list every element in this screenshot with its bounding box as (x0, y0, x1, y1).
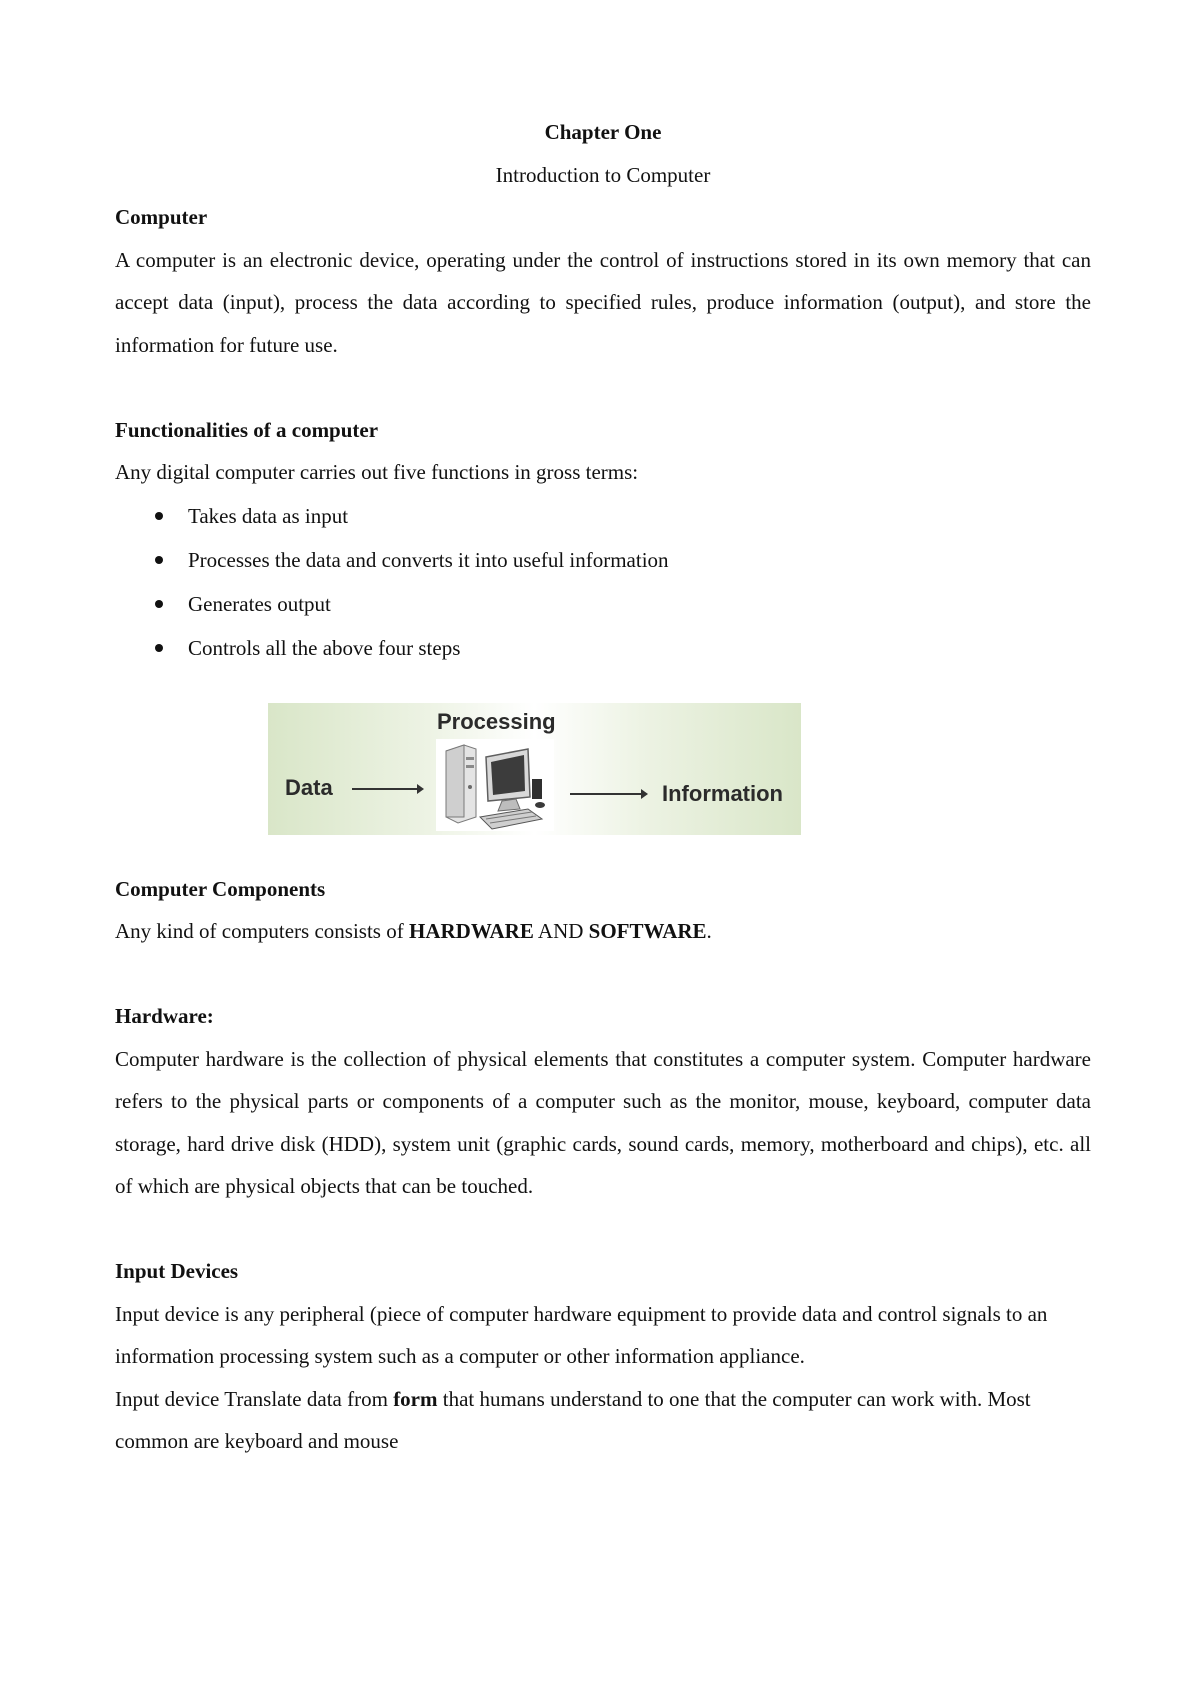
spacer (115, 1208, 1091, 1251)
figure-data-label: Data (285, 774, 333, 800)
translate-text-after: that humans understand to one that the computer can work with. Most common are keyboard and mouse (115, 1386, 1031, 1453)
data-processing-figure (268, 703, 801, 835)
figure-container (115, 670, 1091, 868)
list-item-text: Processes the data and converts it into useful information (188, 547, 669, 572)
bullet-icon (155, 600, 163, 608)
list-item-text: Generates output (188, 591, 331, 616)
translate-text-before: Input device Translate data from (115, 1386, 394, 1411)
functionalities-intro: Any digital computer carries out five functions in gross terms: (115, 460, 639, 484)
hardware-heading: Hardware: (115, 1004, 214, 1028)
and-word: AND (533, 919, 589, 943)
software-word: SOFTWARE (588, 919, 707, 943)
chapter-subtitle: Introduction to Computer (495, 162, 711, 187)
input-devices-heading: Input Devices (115, 1259, 239, 1283)
right-arrow-icon (352, 788, 422, 790)
components-heading: Computer Components (115, 876, 326, 901)
list-item (115, 494, 1091, 538)
components-text-after: . (706, 919, 712, 943)
input-devices-definition: Input device is any peripheral (piece of computer hardware equipment to provide data and control signals to an information processing system such as a computer or other information appliance. (115, 1301, 1048, 1368)
bullet-icon (155, 512, 163, 520)
figure-processing-label: Processing (437, 708, 556, 734)
spacer (115, 953, 1091, 996)
computer-heading: Computer (115, 205, 208, 229)
components-text-before: Any kind of computers consists of (115, 919, 409, 943)
computer-definition: A computer is an electronic device, operating under the control of instructions stored in its own memory that can accept data (input), process the data according to specified rules, produce information (output), and store the information for future use. (115, 247, 1091, 357)
components-text (115, 910, 1091, 953)
hardware-definition: Computer hardware is the collection of physical elements that constitutes a computer system. Computer hardware refers to the physical parts or components of a computer such as the monitor, mouse, keyboard, computer data storage, hard drive disk (HDD), system unit (graphic cards, sound cards, memory, motherboard and chips), etc. all of which are physical objects that can be touched. (115, 1046, 1091, 1198)
document-content (115, 111, 1091, 1463)
list-item (115, 582, 1091, 626)
functionalities-heading: Functionalities of a computer (115, 417, 379, 442)
functionalities-list (115, 494, 1091, 670)
input-devices-translate (115, 1378, 1091, 1463)
desktop-computer-icon (436, 739, 554, 831)
figure-information-label: Information (662, 780, 783, 806)
hardware-word: HARDWARE (408, 919, 534, 943)
chapter-title: Chapter One (544, 120, 662, 144)
spacer (115, 366, 1091, 409)
bullet-icon (155, 556, 163, 564)
bullet-icon (155, 644, 163, 652)
list-item-text: Controls all the above four steps (188, 635, 461, 660)
list-item (115, 538, 1091, 582)
right-arrow-icon (570, 793, 646, 795)
list-item-text: Takes data as input (188, 503, 349, 528)
list-item (115, 626, 1091, 670)
form-word: form (393, 1386, 438, 1411)
